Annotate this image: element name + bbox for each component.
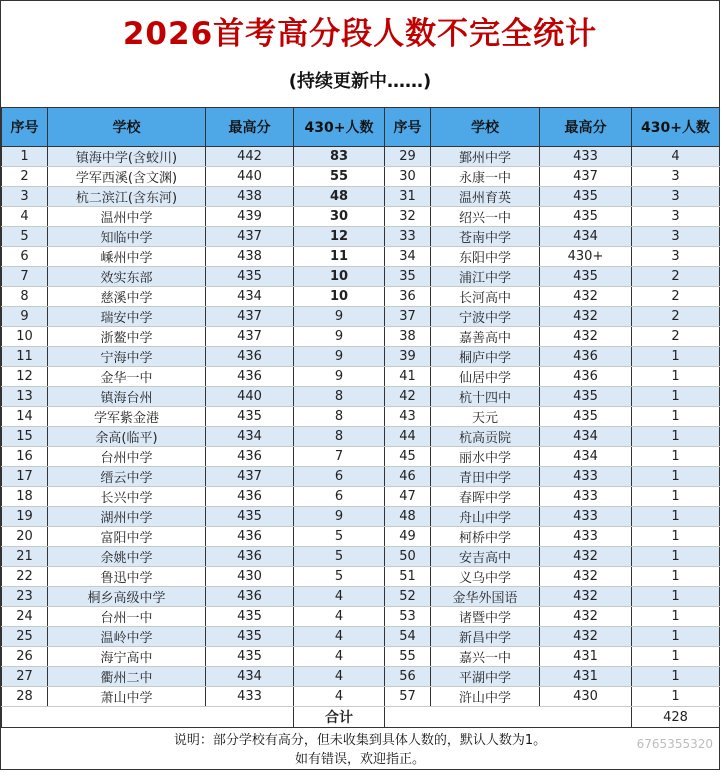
row-count: 9 [294, 307, 385, 327]
stats-table [1, 107, 720, 728]
row-school: 杭十四中 [431, 387, 540, 407]
row-max-score: 434 [206, 667, 294, 687]
row-no: 49 [385, 527, 431, 547]
row-no: 29 [385, 147, 431, 167]
row-no: 7 [2, 267, 48, 287]
row-max-score: 432 [540, 327, 632, 347]
header-max-score: 最高分 [540, 108, 632, 147]
header-count: 430+人数 [632, 108, 720, 147]
row-max-score: 437 [206, 467, 294, 487]
row-max-score: 435 [206, 407, 294, 427]
row-max-score: 438 [206, 247, 294, 267]
row-count: 4 [294, 647, 385, 667]
row-school: 余高(临平) [48, 427, 206, 447]
row-max-score: 432 [540, 307, 632, 327]
row-count: 10 [294, 287, 385, 307]
row-max-score: 431 [540, 647, 632, 667]
row-count: 1 [632, 567, 720, 587]
row-no: 57 [385, 687, 431, 707]
row-count: 6 [294, 487, 385, 507]
row-no: 10 [2, 327, 48, 347]
row-max-score: 434 [206, 427, 294, 447]
row-count: 9 [294, 507, 385, 527]
row-school: 舟山中学 [431, 507, 540, 527]
row-no: 1 [2, 147, 48, 167]
table-row [2, 187, 720, 207]
table-row [2, 667, 720, 687]
row-count: 3 [632, 207, 720, 227]
table-row [2, 487, 720, 507]
row-count: 4 [294, 627, 385, 647]
row-max-score: 435 [206, 267, 294, 287]
total-row [2, 707, 720, 728]
header-max-score: 最高分 [206, 108, 294, 147]
row-school: 鄞州中学 [431, 147, 540, 167]
row-max-score: 436 [206, 527, 294, 547]
row-school: 天元 [431, 407, 540, 427]
row-no: 37 [385, 307, 431, 327]
row-count: 1 [632, 647, 720, 667]
row-no: 28 [2, 687, 48, 707]
row-no: 4 [2, 207, 48, 227]
table-row [2, 647, 720, 667]
row-count: 1 [632, 347, 720, 367]
row-school: 诸暨中学 [431, 607, 540, 627]
row-count: 10 [294, 267, 385, 287]
row-max-score: 432 [540, 547, 632, 567]
table-row [2, 607, 720, 627]
row-school: 新昌中学 [431, 627, 540, 647]
row-no: 27 [2, 667, 48, 687]
row-no: 16 [2, 447, 48, 467]
row-max-score: 436 [206, 487, 294, 507]
row-count: 3 [632, 227, 720, 247]
row-max-score: 437 [206, 327, 294, 347]
row-max-score: 433 [540, 527, 632, 547]
row-school: 平湖中学 [431, 667, 540, 687]
row-school: 东阳中学 [431, 247, 540, 267]
table-row [2, 407, 720, 427]
row-count: 8 [294, 407, 385, 427]
row-max-score: 432 [540, 587, 632, 607]
row-school: 绍兴一中 [431, 207, 540, 227]
row-count: 3 [632, 187, 720, 207]
row-count: 48 [294, 187, 385, 207]
row-no: 55 [385, 647, 431, 667]
row-count: 7 [294, 447, 385, 467]
row-school: 安吉高中 [431, 547, 540, 567]
row-school: 春晖中学 [431, 487, 540, 507]
table-row [2, 267, 720, 287]
table-row [2, 687, 720, 707]
table-row [2, 227, 720, 247]
row-school: 衢州二中 [48, 667, 206, 687]
row-count: 1 [632, 527, 720, 547]
row-count: 1 [632, 447, 720, 467]
row-max-score: 437 [206, 227, 294, 247]
row-no: 18 [2, 487, 48, 507]
row-max-score: 436 [206, 447, 294, 467]
row-max-score: 430 [206, 567, 294, 587]
row-max-score: 436 [206, 547, 294, 567]
row-max-score: 435 [206, 507, 294, 527]
row-school: 柯桥中学 [431, 527, 540, 547]
total-value: 428 [632, 707, 720, 728]
row-no: 39 [385, 347, 431, 367]
row-school: 金华一中 [48, 367, 206, 387]
row-no: 42 [385, 387, 431, 407]
row-no: 35 [385, 267, 431, 287]
row-count: 5 [294, 547, 385, 567]
row-no: 30 [385, 167, 431, 187]
row-school: 嵊州中学 [48, 247, 206, 267]
row-max-score: 440 [206, 387, 294, 407]
page-title: 2026首考高分段人数不完全统计 [122, 16, 598, 52]
row-max-score: 435 [206, 647, 294, 667]
table-row [2, 507, 720, 527]
row-school: 浦江中学 [431, 267, 540, 287]
header-no: 序号 [2, 108, 48, 147]
row-school: 杭二滨江(含东河) [48, 187, 206, 207]
row-count: 83 [294, 147, 385, 167]
header-school: 学校 [48, 108, 206, 147]
header-count: 430+人数 [294, 108, 385, 147]
row-max-score: 435 [206, 627, 294, 647]
row-no: 53 [385, 607, 431, 627]
row-count: 1 [632, 687, 720, 707]
row-count: 2 [632, 307, 720, 327]
row-school: 浙鳌中学 [48, 327, 206, 347]
row-no: 25 [2, 627, 48, 647]
row-no: 48 [385, 507, 431, 527]
row-school: 镇海台州 [48, 387, 206, 407]
row-no: 5 [2, 227, 48, 247]
row-count: 2 [632, 267, 720, 287]
row-school: 慈溪中学 [48, 287, 206, 307]
page-subtitle: (持续更新中……) [288, 71, 432, 92]
row-no: 33 [385, 227, 431, 247]
table-row [2, 287, 720, 307]
row-no: 23 [2, 587, 48, 607]
row-no: 46 [385, 467, 431, 487]
row-count: 9 [294, 347, 385, 367]
row-count: 4 [294, 687, 385, 707]
row-school: 温州育英 [431, 187, 540, 207]
row-school: 萧山中学 [48, 687, 206, 707]
row-max-score: 437 [540, 167, 632, 187]
row-count: 1 [632, 407, 720, 427]
row-no: 11 [2, 347, 48, 367]
table-row [2, 527, 720, 547]
table-row [2, 427, 720, 447]
row-count: 4 [294, 607, 385, 627]
table-row [2, 567, 720, 587]
row-max-score: 435 [540, 207, 632, 227]
row-school: 学军紫金港 [48, 407, 206, 427]
table-row [2, 467, 720, 487]
row-no: 47 [385, 487, 431, 507]
row-max-score: 431 [540, 667, 632, 687]
row-no: 3 [2, 187, 48, 207]
row-max-score: 442 [206, 147, 294, 167]
row-no: 54 [385, 627, 431, 647]
row-school: 仙居中学 [431, 367, 540, 387]
row-count: 3 [632, 247, 720, 267]
row-count: 1 [632, 487, 720, 507]
row-count: 1 [632, 427, 720, 447]
row-max-score: 436 [540, 347, 632, 367]
row-max-score: 432 [540, 607, 632, 627]
row-school: 台州中学 [48, 447, 206, 467]
row-count: 6 [294, 467, 385, 487]
row-school: 效实东部 [48, 267, 206, 287]
row-count: 30 [294, 207, 385, 227]
row-max-score: 433 [206, 687, 294, 707]
row-school: 瑞安中学 [48, 307, 206, 327]
row-max-score: 433 [540, 487, 632, 507]
row-school: 温岭中学 [48, 627, 206, 647]
row-count: 1 [632, 467, 720, 487]
row-max-score: 433 [540, 147, 632, 167]
row-school: 金华外国语 [431, 587, 540, 607]
row-no: 36 [385, 287, 431, 307]
row-school: 苍南中学 [431, 227, 540, 247]
row-no: 2 [2, 167, 48, 187]
row-max-score: 437 [206, 307, 294, 327]
row-no: 50 [385, 547, 431, 567]
row-max-score: 434 [540, 447, 632, 467]
table-row [2, 307, 720, 327]
row-count: 2 [632, 327, 720, 347]
row-max-score: 440 [206, 167, 294, 187]
row-max-score: 436 [206, 367, 294, 387]
total-label: 合计 [294, 707, 385, 728]
row-school: 富阳中学 [48, 527, 206, 547]
row-count: 55 [294, 167, 385, 187]
row-max-score: 432 [540, 567, 632, 587]
header-school: 学校 [431, 108, 540, 147]
row-max-score: 435 [206, 607, 294, 627]
row-count: 4 [294, 667, 385, 687]
footnote [1, 731, 719, 769]
row-max-score: 436 [540, 367, 632, 387]
row-count: 1 [632, 627, 720, 647]
row-no: 52 [385, 587, 431, 607]
row-count: 8 [294, 427, 385, 447]
row-max-score: 432 [540, 287, 632, 307]
row-no: 41 [385, 367, 431, 387]
row-school: 嘉善高中 [431, 327, 540, 347]
row-school: 宁海中学 [48, 347, 206, 367]
row-max-score: 438 [206, 187, 294, 207]
row-max-score: 433 [540, 467, 632, 487]
row-no: 21 [2, 547, 48, 567]
row-max-score: 432 [540, 627, 632, 647]
row-school: 义乌中学 [431, 567, 540, 587]
row-count: 5 [294, 567, 385, 587]
row-max-score: 435 [540, 387, 632, 407]
row-max-score: 435 [540, 267, 632, 287]
row-school: 桐乡高级中学 [48, 587, 206, 607]
row-max-score: 430 [540, 687, 632, 707]
row-school: 海宁高中 [48, 647, 206, 667]
row-max-score: 435 [540, 407, 632, 427]
row-count: 9 [294, 327, 385, 347]
table-row [2, 627, 720, 647]
row-school: 桐庐中学 [431, 347, 540, 367]
row-max-score: 434 [540, 427, 632, 447]
footnote-line-2: 如有错误，欢迎指正。 [294, 752, 425, 767]
row-no: 32 [385, 207, 431, 227]
table-row [2, 207, 720, 227]
row-count: 3 [632, 167, 720, 187]
row-school: 长河高中 [431, 287, 540, 307]
header-no: 序号 [385, 108, 431, 147]
row-count: 1 [632, 667, 720, 687]
row-max-score: 436 [206, 587, 294, 607]
row-max-score: 434 [540, 227, 632, 247]
row-school: 温州中学 [48, 207, 206, 227]
table-row [2, 367, 720, 387]
row-max-score: 433 [540, 507, 632, 527]
row-school: 知临中学 [48, 227, 206, 247]
row-no: 12 [2, 367, 48, 387]
row-count: 5 [294, 527, 385, 547]
row-count: 1 [632, 547, 720, 567]
row-no: 9 [2, 307, 48, 327]
row-no: 8 [2, 287, 48, 307]
row-count: 8 [294, 387, 385, 407]
row-school: 永康一中 [431, 167, 540, 187]
row-count: 1 [632, 587, 720, 607]
row-school: 镇海中学(含蛟川) [48, 147, 206, 167]
row-school: 青田中学 [431, 467, 540, 487]
table-header-row [2, 108, 720, 147]
row-no: 22 [2, 567, 48, 587]
row-school: 湖州中学 [48, 507, 206, 527]
row-no: 34 [385, 247, 431, 267]
table-row [2, 247, 720, 267]
row-no: 45 [385, 447, 431, 467]
row-max-score: 435 [540, 187, 632, 207]
row-count: 11 [294, 247, 385, 267]
row-max-score: 430+ [540, 247, 632, 267]
row-school: 长兴中学 [48, 487, 206, 507]
row-count: 1 [632, 607, 720, 627]
table-row [2, 167, 720, 187]
table-row [2, 147, 720, 167]
row-count: 1 [632, 367, 720, 387]
row-no: 51 [385, 567, 431, 587]
row-count: 2 [632, 287, 720, 307]
row-count: 4 [294, 587, 385, 607]
total-spacer [385, 707, 632, 728]
row-school: 宁波中学 [431, 307, 540, 327]
row-no: 19 [2, 507, 48, 527]
row-no: 24 [2, 607, 48, 627]
row-no: 15 [2, 427, 48, 447]
row-max-score: 436 [206, 347, 294, 367]
row-school: 台州一中 [48, 607, 206, 627]
row-max-score: 434 [206, 287, 294, 307]
table-row [2, 347, 720, 367]
row-no: 31 [385, 187, 431, 207]
row-no: 13 [2, 387, 48, 407]
row-count: 9 [294, 367, 385, 387]
table-row [2, 387, 720, 407]
row-count: 4 [632, 147, 720, 167]
row-count: 1 [632, 507, 720, 527]
row-school: 浒山中学 [431, 687, 540, 707]
row-school: 嘉兴一中 [431, 647, 540, 667]
row-no: 44 [385, 427, 431, 447]
row-no: 14 [2, 407, 48, 427]
row-school: 丽水中学 [431, 447, 540, 467]
row-no: 6 [2, 247, 48, 267]
row-no: 43 [385, 407, 431, 427]
footnote-line-1: 说明：部分学校有高分，但未收集到具体人数的，默认人数为1。 [173, 733, 547, 748]
table-row [2, 587, 720, 607]
row-no: 26 [2, 647, 48, 667]
row-max-score: 439 [206, 207, 294, 227]
row-count: 12 [294, 227, 385, 247]
row-count: 1 [632, 387, 720, 407]
row-school: 缙云中学 [48, 467, 206, 487]
row-no: 20 [2, 527, 48, 547]
table-row [2, 447, 720, 467]
row-school: 学军西溪(含文渊) [48, 167, 206, 187]
row-no: 56 [385, 667, 431, 687]
row-school: 余姚中学 [48, 547, 206, 567]
row-no: 38 [385, 327, 431, 347]
watermark: 6765355320 [636, 737, 713, 751]
table-row [2, 547, 720, 567]
row-no: 17 [2, 467, 48, 487]
total-spacer [2, 707, 294, 728]
row-school: 杭高贡院 [431, 427, 540, 447]
row-school: 鲁迅中学 [48, 567, 206, 587]
table-row [2, 327, 720, 347]
